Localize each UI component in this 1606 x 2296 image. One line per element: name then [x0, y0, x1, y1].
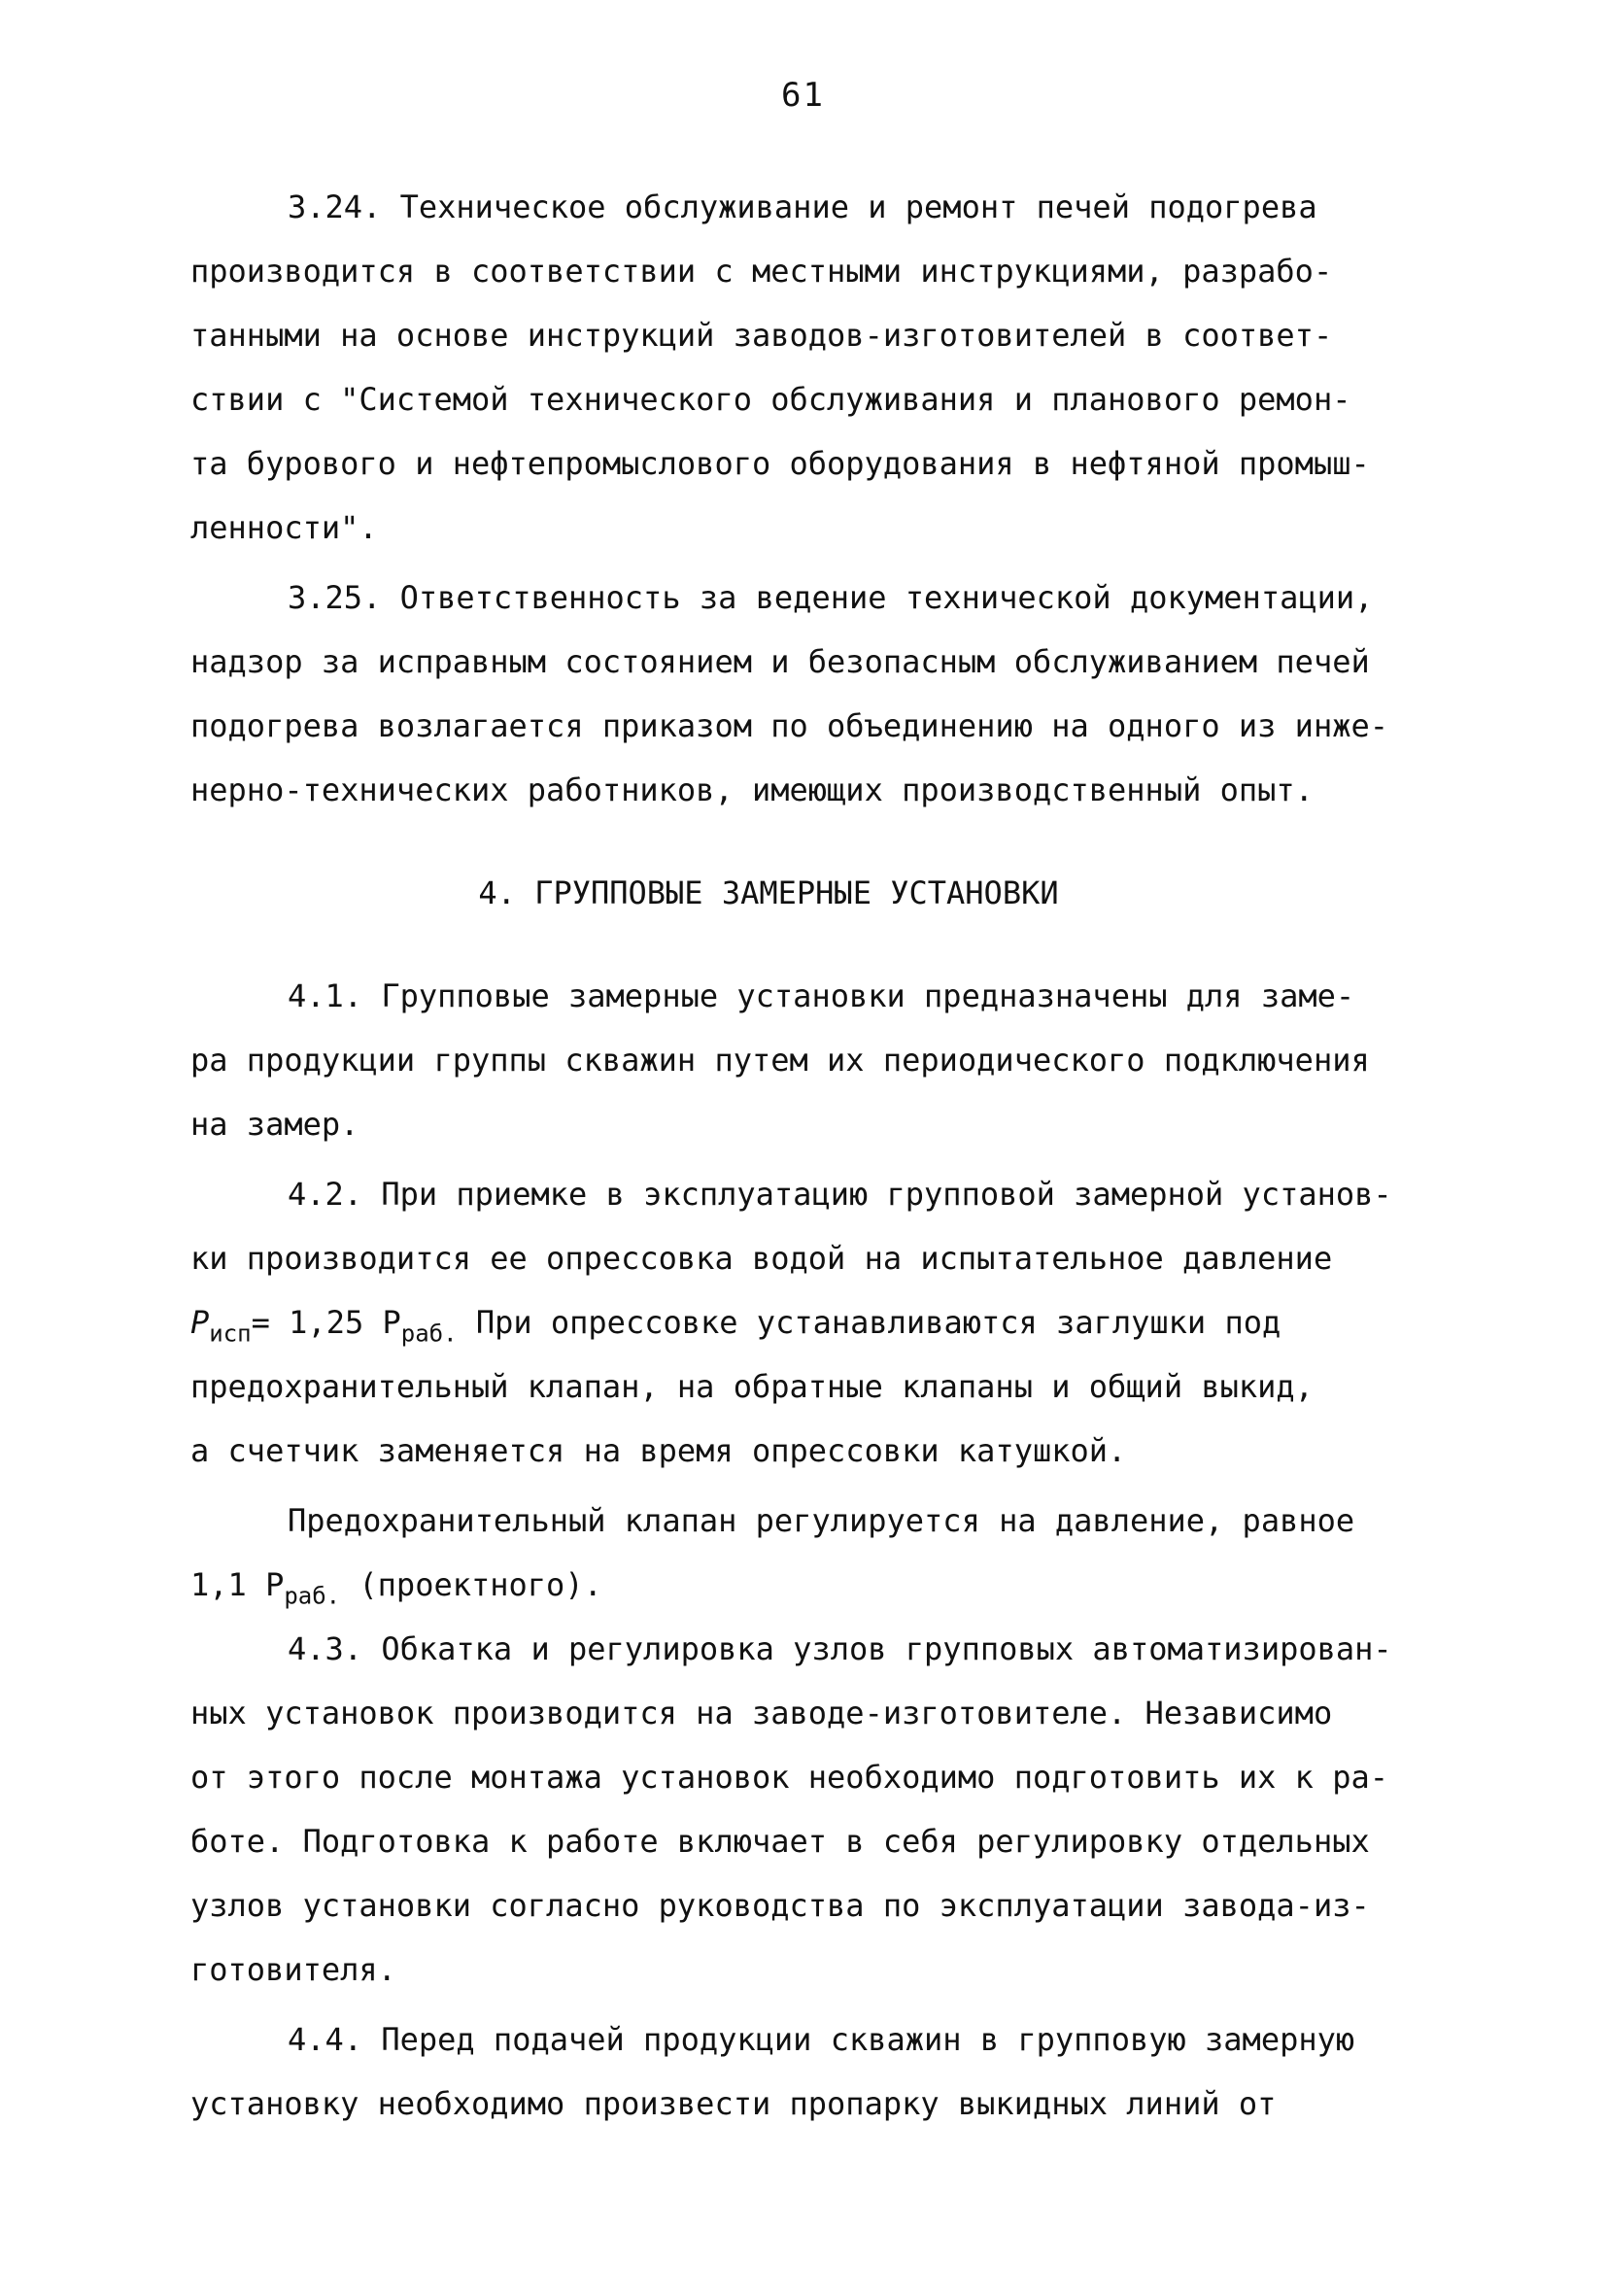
paragraph-line: 4.1. Групповые замерные установки предназначены для заме- — [288, 977, 1355, 1014]
paragraph-line: ствии с "Системой технического обслуживания и планового ремон- — [190, 381, 1351, 418]
paragraph-line: установку необходимо произвести пропарку выкидных линий от — [190, 2085, 1277, 2122]
paragraph-line: готовителя. — [190, 1951, 396, 1988]
paragraph-line: та бурового и нефтепромыслового оборудования в нефтяной промыш- — [190, 445, 1370, 482]
paragraph-line: на замер. — [190, 1106, 359, 1143]
paragraph-4-1 — [190, 964, 1434, 1156]
paragraph-line: производится в соответствии с местными инструкциями, разрабо- — [190, 253, 1333, 290]
paragraph-line: ки производится ее опрессовка водой на испытательное давление — [190, 1240, 1333, 1277]
paragraph-4-2-valve — [190, 1489, 1434, 1617]
paragraph-line: ра продукции группы скважин путем их периодического подключения — [190, 1042, 1370, 1079]
formula-tail: При опрессовке устанавливаются заглушки под — [457, 1304, 1281, 1341]
paragraph-3-24 — [190, 175, 1434, 560]
page-number: 61 — [781, 76, 825, 115]
formula-subscript: раб. — [284, 1582, 341, 1610]
paragraph-line: Предохранительный клапан регулируется на давление, равное — [288, 1502, 1355, 1539]
formula-prefix: 1,1 P — [190, 1566, 285, 1603]
body-text — [190, 175, 1434, 2136]
paragraph-line: боте. Подготовка к работе включает в себя регулировку отдельных — [190, 1823, 1370, 1860]
formula-line — [190, 1553, 1434, 1617]
paragraph-line: 4.3. Обкатка и регулировка узлов групповых автоматизирован- — [288, 1630, 1392, 1667]
paragraph-4-4 — [190, 2007, 1434, 2136]
formula-line — [190, 1290, 1434, 1354]
paragraph-line: ных установок производится на заводе-изготовителе. Независимо — [190, 1695, 1333, 1731]
paragraph-line: надзор за исправным состоянием и безопасным обслуживанием печей — [190, 643, 1370, 680]
paragraph-line: от этого после монтажа установок необходимо подготовить их к ра- — [190, 1759, 1388, 1796]
paragraph-line: а счетчик заменяется на время опрессовки катушкой. — [190, 1432, 1127, 1469]
paragraph-line: 4.4. Перед подачей продукции скважин в групповую замерную — [288, 2021, 1355, 2058]
paragraph-line: 3.24. Техническое обслуживание и ремонт печей подогрева — [288, 188, 1317, 225]
section-heading: 4. ГРУППОВЫЕ ЗАМЕРНЫЕ УСТАНОВКИ — [478, 874, 1059, 911]
paragraph-4-3 — [190, 1617, 1434, 2002]
paragraph-line: узлов установки согласно руководства по эксплуатации завода-из- — [190, 1887, 1370, 1924]
paragraph-line: подогрева возлагается приказом по объединению на одного из инже- — [190, 707, 1388, 744]
paragraph-line: 4.2. При приемке в эксплуатацию групповой замерной установ- — [288, 1176, 1392, 1213]
formula-symbol-subscript: исп — [209, 1319, 252, 1348]
formula-subscript: раб. — [400, 1319, 458, 1348]
paragraph-line: нерно-технических работников, имеющих производственный опыт. — [190, 771, 1314, 808]
paragraph-3-25 — [190, 565, 1434, 822]
paragraph-line: 3.25. Ответственность за ведение технической документации, — [288, 579, 1374, 616]
formula-tail: (проектного). — [340, 1566, 602, 1603]
paragraph-line: танными на основе инструкций заводов-изготовителей в соответ- — [190, 317, 1333, 354]
paragraph-line: ленности". — [190, 509, 378, 546]
formula-symbol: P — [190, 1304, 210, 1341]
paragraph-line: предохранительный клапан, на обратные клапаны и общий выкид, — [190, 1368, 1314, 1405]
formula-equation: = 1,25 P — [251, 1304, 401, 1341]
paragraph-4-2 — [190, 1162, 1434, 1483]
